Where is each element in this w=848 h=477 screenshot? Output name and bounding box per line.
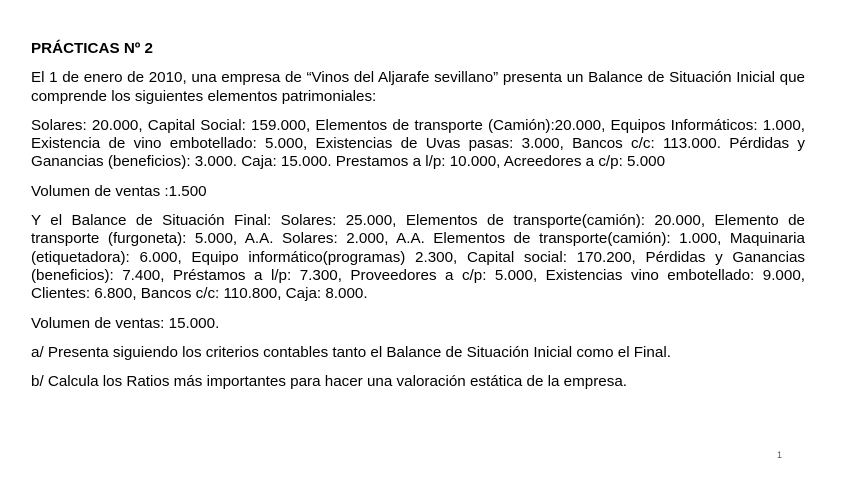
document-body bbox=[31, 40, 805, 402]
page-number: 1 bbox=[777, 450, 783, 460]
paragraph-initial-balance-items: Solares: 20.000, Capital Social: 159.000, Elementos de transporte (Camión):20.000, Equipos Informáticos: 1.000, Existencia de vino embotellado: 5.000, Existencias de Uvas pasas: 3.000, Bancos c/c: 113.000. Pérdidas y Ganancias (beneficios): 3.000. Caja: 15.000. Prestamos a l/p: 10.000, Acreedores a c/p: 5.000 bbox=[31, 116, 805, 171]
paragraph-intro: El 1 de enero de 2010, una empresa de “Vinos del Aljarafe sevillano” presenta un Balance de Situación Inicial que comprende los siguientes elementos patrimoniales: bbox=[31, 69, 805, 105]
question-a: a/ Presenta siguiendo los criterios contables tanto el Balance de Situación Inicial como el Final. bbox=[31, 343, 671, 361]
paragraph-initial-sales-volume: Volumen de ventas :1.500 bbox=[31, 182, 207, 200]
paragraph-final-balance-items: Y el Balance de Situación Final: Solares: 25.000, Elementos de transporte(camión): 20.000, Elemento de transporte (furgoneta): 5.000, A.A. Solares: 2.000, A.A. Elementos de transporte(camión): 1.000, Maquinaria (etiquetadora): 6.000, Equipo informático(programas) 2.300, Capital social: 170.200, Pérdidas y Ganancias (beneficios): 7.400, Préstamos a l/p: 7.300, Proveedores a c/p: 5.000, Existencias vino embotellado: 9.000, Clientes: 6.800, Bancos c/c: 110.800, Caja: 8.000. bbox=[31, 212, 805, 303]
document-title: PRÁCTICAS Nº 2 bbox=[31, 40, 153, 57]
question-b: b/ Calcula los Ratios más importantes para hacer una valoración estática de la empresa. bbox=[31, 373, 627, 391]
paragraph-final-sales-volume: Volumen de ventas: 15.000. bbox=[31, 314, 220, 332]
